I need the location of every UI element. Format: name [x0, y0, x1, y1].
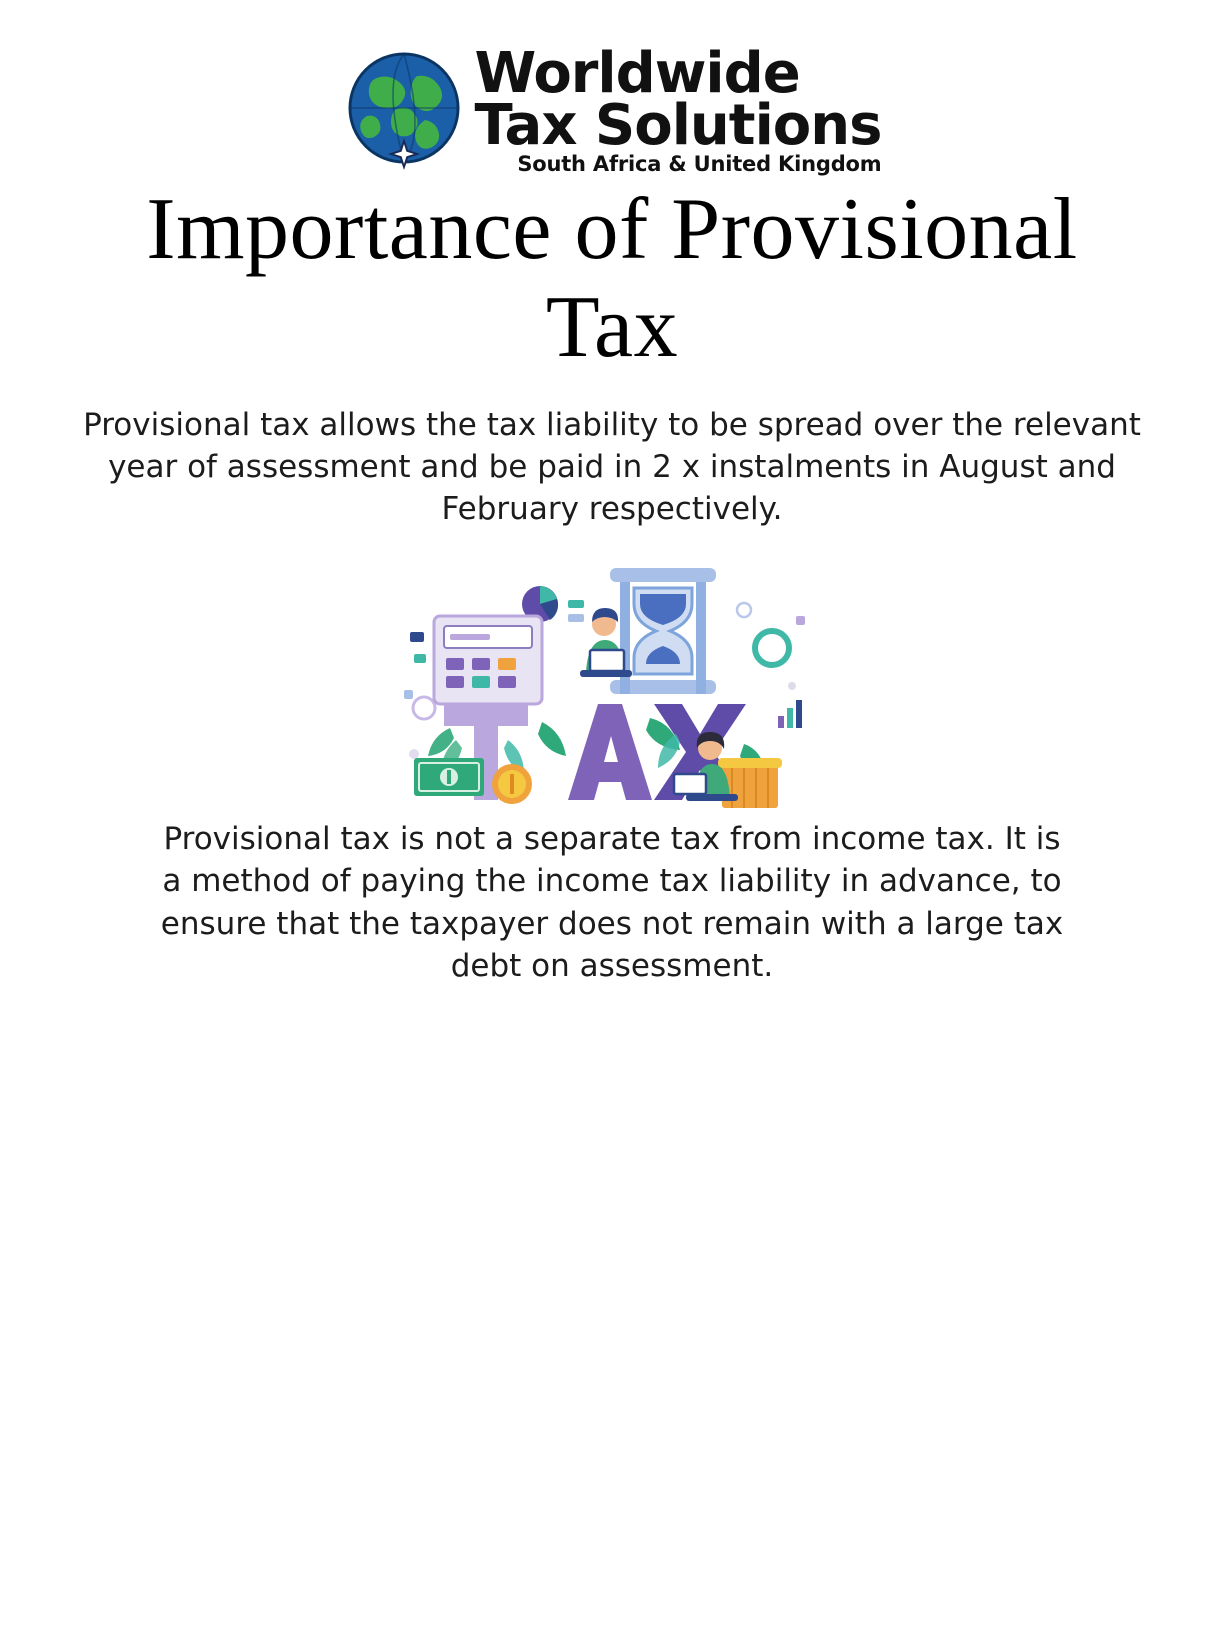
- tax-illustration: [392, 558, 832, 818]
- logo-line-2: Tax Solutions: [474, 93, 882, 159]
- logo-tagline: South Africa & United Kingdom: [517, 152, 882, 177]
- company-logo: [0, 41, 1224, 177]
- globe-icon: [343, 50, 465, 172]
- document-page: [0, 41, 1224, 1632]
- intro-paragraph: Provisional tax allows the tax liability to be spread over the relevant year of assessment and be paid in 2 x instalments in August and February respectively.: [83, 406, 1141, 528]
- page-title: Importance of Provisional Tax: [146, 180, 1078, 377]
- illustration-container: [0, 558, 1224, 818]
- logo-inner: [343, 41, 882, 177]
- logo-wordmark: [474, 41, 882, 177]
- body-paragraph: Provisional tax is not a separate tax from income tax. It is a method of paying the income tax liability in advance, to ensure that the taxpayer does not remain with a large tax debt on assessment.: [160, 821, 1064, 984]
- logo-line-1: Worldwide: [474, 41, 800, 106]
